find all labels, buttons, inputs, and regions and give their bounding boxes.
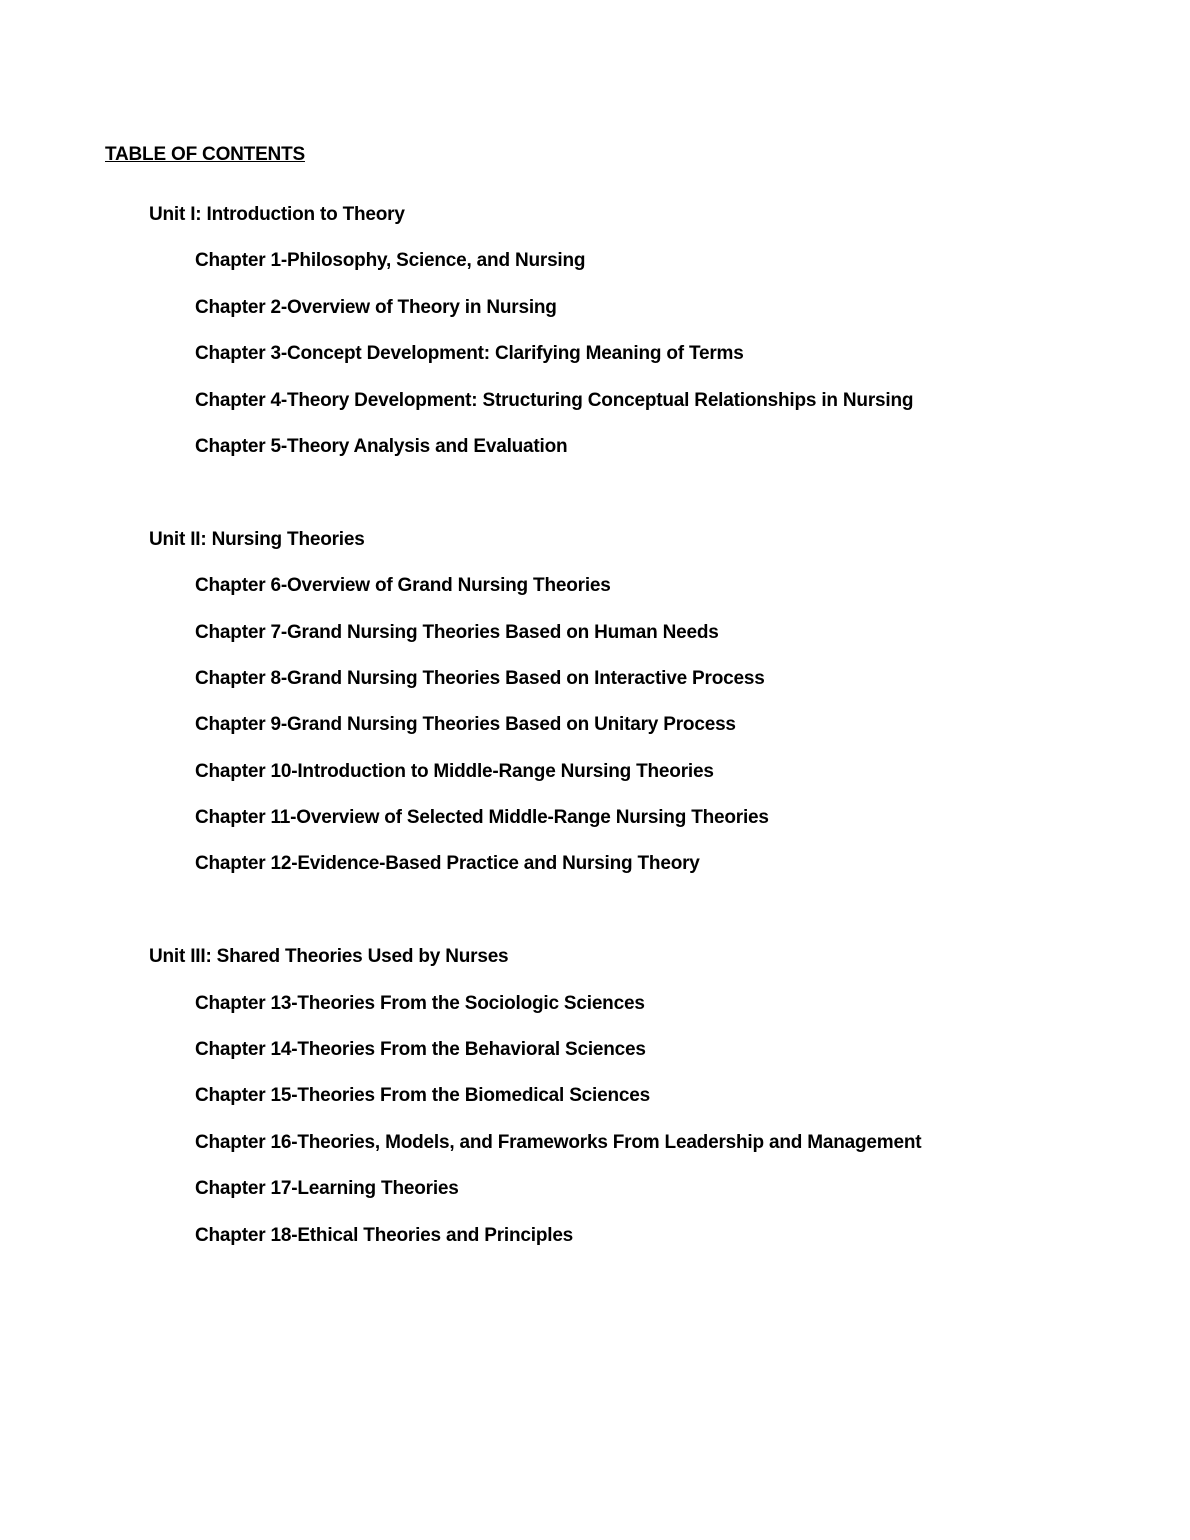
chapter-entry: Chapter 14-Theories From the Behavioral Sciences [195, 1039, 646, 1061]
unit-section [0, 517, 1190, 888]
unit-list [0, 192, 1190, 1259]
chapter-entry: Chapter 16-Theories, Models, and Frameworks From Leadership and Management [195, 1131, 922, 1153]
unit-heading: Unit I: Introduction to Theory [149, 203, 405, 225]
chapter-entry: Chapter 1-Philosophy, Science, and Nursing [195, 250, 586, 272]
chapter-entry: Chapter 6-Overview of Grand Nursing Theories [195, 575, 611, 597]
chapter-entry: Chapter 13-Theories From the Sociologic Sciences [195, 992, 645, 1014]
unit-section [0, 192, 1190, 470]
unit-heading: Unit III: Shared Theories Used by Nurses [149, 946, 509, 968]
chapter-entry: Chapter 17-Learning Theories [195, 1178, 459, 1200]
chapter-entry: Chapter 15-Theories From the Biomedical Sciences [195, 1085, 650, 1107]
chapter-entry: Chapter 4-Theory Development: Structuring Conceptual Relationships in Nursing [195, 389, 914, 411]
chapter-entry: Chapter 3-Concept Development: Clarifying Meaning of Terms [195, 343, 744, 365]
chapter-entry: Chapter 10-Introduction to Middle-Range Nursing Theories [195, 760, 714, 782]
chapter-entry: Chapter 18-Ethical Theories and Principles [195, 1224, 574, 1246]
chapter-entry: Chapter 5-Theory Analysis and Evaluation [195, 435, 568, 457]
chapter-entry: Chapter 11-Overview of Selected Middle-Range Nursing Theories [195, 807, 769, 829]
table-of-contents [0, 132, 1190, 1259]
chapter-entry: Chapter 2-Overview of Theory in Nursing [195, 296, 557, 318]
unit-heading: Unit II: Nursing Theories [149, 528, 365, 550]
chapter-entry: Chapter 8-Grand Nursing Theories Based on Interactive Process [195, 667, 765, 689]
unit-section [0, 934, 1190, 1259]
toc-title: TABLE OF CONTENTS [105, 144, 305, 165]
chapter-entry: Chapter 7-Grand Nursing Theories Based on Human Needs [195, 621, 719, 643]
chapter-entry: Chapter 9-Grand Nursing Theories Based on Unitary Process [195, 714, 736, 736]
chapter-entry: Chapter 12-Evidence-Based Practice and Nursing Theory [195, 853, 700, 875]
